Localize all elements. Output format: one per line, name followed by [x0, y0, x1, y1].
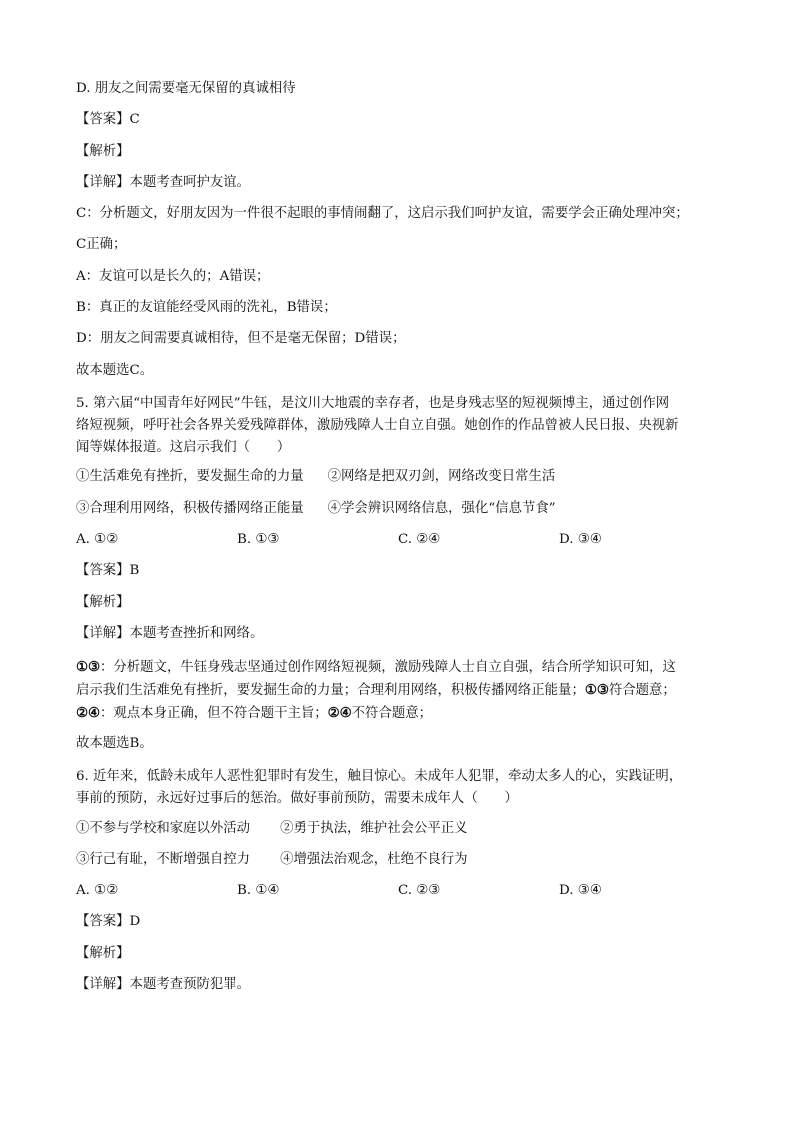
q5-explanation-text: 不符合题意； [351, 706, 433, 722]
q5-answer: 【答案】B [76, 563, 140, 579]
q5-statement-4: ④学会辨识网络信息，强化“信息节食” [327, 500, 556, 516]
q6-choice-d: D. ③④ [559, 883, 602, 899]
q6-choice-a: A. ①② [76, 883, 119, 899]
q6-choice-c: C. ②③ [398, 883, 441, 899]
q5-statement-2: ②网络是把双刃剑，网络改变日常生活 [327, 469, 556, 485]
q6-statement-2: ②勇于执法，维护社会公平正义 [280, 820, 468, 836]
q6-analysis-label: 【解析】 [76, 945, 130, 961]
q5-choice-a: A. ①② [76, 532, 119, 548]
q4-conclusion: 故本题选C。 [76, 362, 154, 378]
q5-mark: ②④ [76, 705, 101, 722]
q5-explanation-text: 启示我们生活难免有挫折，要发掘生命的力量；合理利用网络，积极传播网络正能量； [76, 683, 585, 699]
q5-explanation-text: ：观点本身正确，但不符合题干主旨； [100, 706, 328, 722]
q5-explanation-line [76, 702, 724, 725]
q5-statement-3: ③合理利用网络，积极传播网络正能量 [76, 500, 304, 516]
q5-explanation-text: ：分析题文，牛钰身残志坚通过创作网络短视频，激励残障人士自立自强，结合所学知识可知，这 [100, 660, 676, 676]
q4-option-d: D. 朋友之间需要毫无保留的真诚相待 [76, 81, 296, 96]
q6-choices [76, 882, 724, 900]
q5-choices [76, 531, 724, 549]
q5-mark: ②④ [327, 705, 352, 722]
q6-choice-b: B. ①④ [237, 883, 280, 899]
q6-answer: 【答案】D [76, 914, 141, 930]
q4-detail: 【详解】本题考查呵护友谊。 [76, 174, 251, 190]
q5-stem-line: 络短视频，呼吁社会各界关爱残障群体，激励残障人士自立自强。她创作的作品曾被人民日报、央视新 [76, 417, 679, 433]
q6-stem-line: 6. 近年来，低龄未成年人恶性犯罪时有发生，触目惊心。未成年人犯罪，牵动太多人的心，实践证明， [76, 769, 683, 785]
q4-answer: 【答案】C [76, 112, 140, 128]
q5-stem [76, 393, 724, 459]
q5-explanation-line [76, 679, 724, 702]
q5-statement-1: ①生活难免有挫折，要发掘生命的力量 [76, 469, 304, 485]
q5-mark: ①③ [584, 682, 609, 699]
q4-explanation-d: D：朋友之间需要真诚相待，但不是毫无保留；D错误； [76, 331, 406, 347]
q5-choice-d: D. ③④ [559, 532, 602, 548]
q6-detail: 【详解】本题考查预防犯罪。 [76, 977, 251, 993]
q6-stem [76, 766, 724, 810]
q5-mark: ①③ [76, 659, 101, 676]
q5-stem-line: 闻等媒体报道。这启示我们（ ） [76, 439, 291, 455]
q5-analysis-label: 【解析】 [76, 594, 130, 610]
q5-choice-c: C. ②④ [398, 532, 441, 548]
q5-explanation [76, 656, 724, 725]
q5-choice-b: B. ①③ [237, 532, 280, 548]
q4-explanation-b: B：真正的友谊能经受风雨的洗礼，B错误； [76, 300, 337, 316]
q5-stem-line: 5. 第六届“中国青年好网民”牛钰，是汶川大地震的幸存者，也是身残志坚的短视频博主，通过创作网 [76, 395, 670, 411]
q6-statements-row-1 [76, 820, 724, 838]
q6-stem-line: 事前的预防，永远好过事后的惩治。做好事前预防，需要未成年人（ ） [76, 791, 518, 807]
q4-explanation-c: C：分析题文，好朋友因为一件很不起眼的事情闹翻了，这启示我们呵护友谊，需要学会正确处理冲突； [76, 206, 689, 222]
q5-explanation-text: 符合题意； [608, 683, 676, 699]
q5-statements-row-2 [76, 500, 724, 518]
q6-statements-row-2 [76, 851, 724, 869]
q5-detail: 【详解】本题考查挫折和网络。 [76, 625, 264, 641]
q6-statement-4: ④增强法治观念，杜绝不良行为 [280, 851, 468, 867]
document-content [76, 80, 724, 1007]
q4-analysis-label: 【解析】 [76, 143, 130, 159]
q6-statement-1: ①不参与学校和家庭以外活动 [76, 820, 251, 836]
q4-explanation-c-cont: C正确； [76, 237, 127, 253]
q4-explanation-a: A：友谊可以是长久的；A错误； [76, 268, 270, 284]
q5-explanation-line [76, 656, 724, 679]
q5-statements-row-1 [76, 468, 724, 486]
q6-statement-3: ③行己有耻，不断增强自控力 [76, 851, 251, 867]
q5-conclusion: 故本题选B。 [76, 735, 153, 751]
